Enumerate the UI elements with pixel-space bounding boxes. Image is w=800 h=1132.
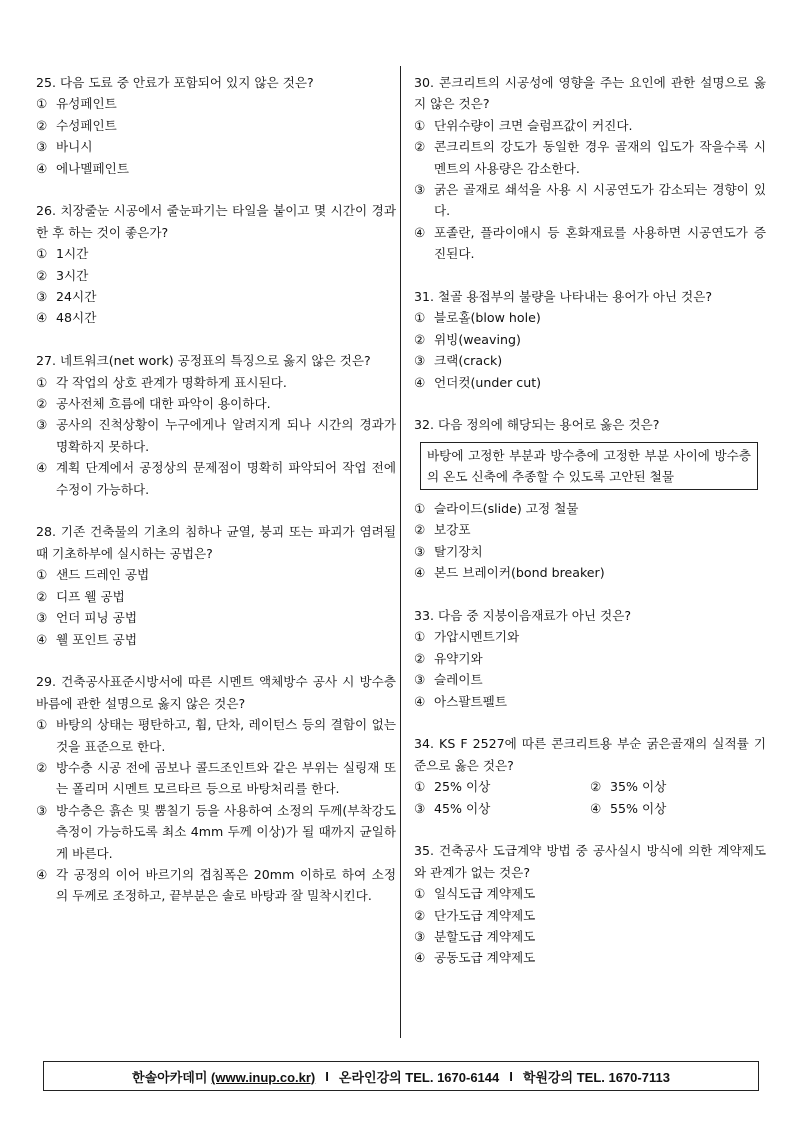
option[interactable]: ③ 굵은 골재로 쇄석을 사용 시 시공연도가 감소되는 경향이 있다.: [414, 182, 766, 219]
footer-separator: I: [509, 1068, 513, 1084]
option-row: [414, 798, 766, 819]
option[interactable]: ③ 24시간: [36, 289, 97, 305]
question-32: [414, 414, 766, 583]
option[interactable]: ④ 48시간: [36, 310, 97, 326]
question-31: [414, 286, 766, 393]
option[interactable]: ② 위빙(weaving): [414, 331, 521, 347]
option[interactable]: ② 3시간: [36, 267, 89, 283]
option[interactable]: ④ 계획 단계에서 공정상의 문제점이 명확히 파악되어 작업 전에 수정이 가능하다.: [36, 460, 396, 497]
option[interactable]: ④ 웰 포인트 공법: [36, 631, 137, 647]
question-27: [36, 350, 396, 500]
option[interactable]: ③ 분할도급 계약제도: [414, 928, 536, 944]
option[interactable]: ① 각 작업의 상호 관계가 명확하게 표시된다.: [36, 374, 287, 390]
option[interactable]: ① 25% 이상: [414, 779, 491, 795]
option[interactable]: ③ 슬레이트: [414, 672, 483, 688]
option[interactable]: ② 보강포: [414, 522, 471, 538]
option[interactable]: ② 콘크리트의 강도가 동일한 경우 골재의 입도가 작을수록 시멘트의 사용량은 감소한다.: [414, 139, 766, 176]
option[interactable]: ④ 에나멜페인트: [36, 160, 129, 176]
question-stem: 30. 콘크리트의 시공성에 영향을 주는 요인에 관한 설명으로 옳지 않은 것은?: [414, 75, 766, 112]
option[interactable]: ① 가압시멘트기와: [414, 629, 520, 645]
option[interactable]: ③ 방수층은 흙손 및 뿜칠기 등을 사용하여 소정의 두께(부착강도 측정이 가능하도록 최소 4mm 두께 이상)가 될 때까지 균일하게 바른다.: [36, 802, 396, 861]
website-link[interactable]: (www.inup.co.kr): [211, 1069, 316, 1085]
option[interactable]: ① 바탕의 상태는 평탄하고, 휨, 단차, 레이턴스 등의 결함이 없는 것을 표준으로 한다.: [36, 717, 396, 754]
question-stem: 28. 기존 건축물의 기초의 침하나 균열, 붕괴 또는 파괴가 염려될 때 기초하부에 실시하는 공법은?: [36, 524, 396, 561]
option[interactable]: ② 공사전체 흐름에 대한 파악이 용이하다.: [36, 396, 271, 412]
question-28: [36, 521, 396, 649]
question-stem: 29. 건축공사표준시방서에 따른 시멘트 액체방수 공사 시 방수층 바름에 관한 설명으로 옳지 않은 것은?: [36, 674, 396, 711]
question-stem: 32. 다음 정의에 해당되는 용어로 옳은 것은?: [414, 417, 660, 433]
question-34: [414, 733, 766, 819]
option[interactable]: ① 일식도급 계약제도: [414, 886, 536, 902]
question-35: [414, 840, 766, 968]
page-footer: [43, 1061, 759, 1091]
question-stem: 35. 건축공사 도급계약 방법 중 공사실시 방식에 의한 계약제도와 관계가 없는 것은?: [414, 843, 766, 880]
question-stem: 31. 철골 용접부의 불량을 나타내는 용어가 아닌 것은?: [414, 289, 713, 305]
option[interactable]: ① 유성페인트: [36, 96, 117, 112]
question-33: [414, 605, 766, 712]
option[interactable]: ④ 본드 브레이커(bond breaker): [414, 565, 605, 581]
question-29: [36, 671, 396, 906]
option[interactable]: ② 디프 웰 공법: [36, 588, 125, 604]
question-stem: 27. 네트워크(net work) 공정표의 특징으로 옳지 않은 것은?: [36, 353, 371, 369]
option[interactable]: ④ 각 공정의 이어 바르기의 겹침폭은 20mm 이하로 하여 소정의 두께로 조정하고, 끝부분은 솔로 바탕과 잘 밀착시킨다.: [36, 866, 396, 904]
option[interactable]: ② 방수층 시공 전에 곰보나 콜드조인트와 같은 부위는 실링재 또는 폴리머 시멘트 모르타르 등으로 바탕처리를 한다.: [36, 759, 396, 797]
option[interactable]: ① 1시간: [36, 246, 89, 262]
option[interactable]: ③ 탈기장치: [414, 543, 483, 559]
question-stem: 26. 치장줄눈 시공에서 줄눈파기는 타일을 붙이고 몇 시간이 경과한 후 하는 것이 좋은가?: [36, 203, 396, 240]
option[interactable]: ③ 바니시: [36, 139, 93, 155]
option[interactable]: ③ 언더 피닝 공법: [36, 610, 137, 626]
footer-separator: I: [325, 1068, 329, 1084]
question-stem: 33. 다음 중 지붕이음재료가 아닌 것은?: [414, 607, 632, 623]
option-row: [414, 776, 766, 797]
option[interactable]: ① 샌드 드레인 공법: [36, 567, 150, 583]
option[interactable]: ④ 55% 이상: [590, 800, 667, 816]
option[interactable]: ③ 45% 이상: [414, 800, 491, 816]
option[interactable]: ③ 공사의 진척상황이 누구에게나 알려지게 되나 시간의 경과가 명확하지 못하다.: [36, 417, 396, 454]
question-26: [36, 200, 396, 328]
option[interactable]: ② 수성페인트: [36, 117, 117, 133]
option[interactable]: ② 35% 이상: [590, 779, 667, 795]
left-column: [36, 72, 396, 928]
definition-box: 바탕에 고정한 부분과 방수층에 고정한 부분 사이에 방수층의 온도 신축에 추종할 수 있도록 고안된 철물: [420, 442, 758, 490]
option[interactable]: ① 슬라이드(slide) 고정 철물: [414, 500, 579, 516]
question-stem: 34. KS F 2527에 따른 콘크리트용 부순 굵은골재의 실적률 기준으로 옳은 것은?: [414, 736, 766, 773]
right-column: [414, 72, 766, 990]
option[interactable]: ② 유약기와: [414, 650, 483, 666]
option[interactable]: ④ 포졸란, 플라이애시 등 혼화재료를 사용하면 시공연도가 증진된다.: [414, 224, 766, 262]
option[interactable]: ① 블로홀(blow hole): [414, 310, 541, 326]
option[interactable]: ② 단가도급 계약제도: [414, 907, 536, 923]
question-stem: 25. 다음 도료 중 안료가 포함되어 있지 않은 것은?: [36, 75, 314, 90]
online-phone: 온라인강의 TEL. 1670-6144: [338, 1069, 500, 1085]
question-30: [414, 72, 766, 265]
academy-name: 한솔아카데미 (www.inup.co.kr): [132, 1069, 316, 1085]
column-divider: [400, 66, 401, 1038]
option[interactable]: ④ 공동도급 계약제도: [414, 950, 536, 966]
option[interactable]: ④ 아스팔트펠트: [414, 693, 507, 709]
question-25: [36, 72, 396, 179]
option[interactable]: ③ 크랙(crack): [414, 353, 503, 369]
option[interactable]: ④ 언더컷(under cut): [414, 374, 542, 390]
offline-phone: 학원강의 TEL. 1670-7113: [522, 1069, 670, 1085]
option[interactable]: ① 단위수량이 크면 슬럼프값이 커진다.: [414, 117, 633, 133]
